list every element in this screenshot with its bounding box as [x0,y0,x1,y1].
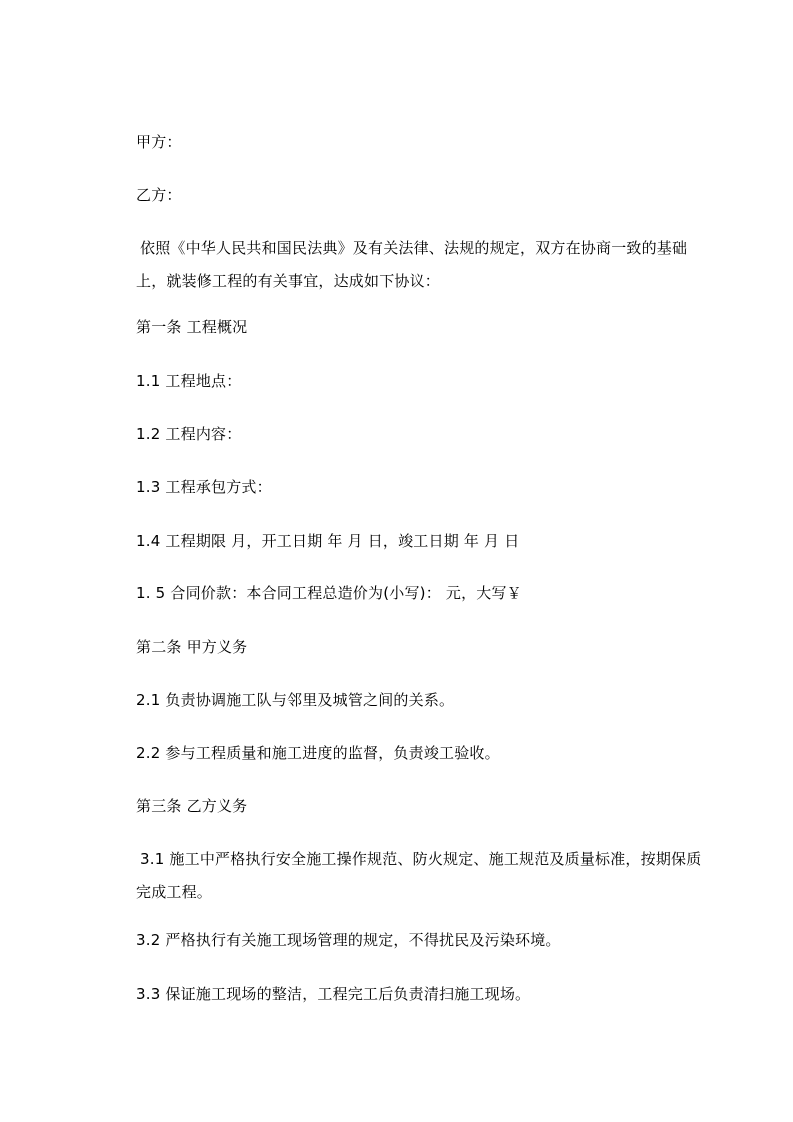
article3-item-1: 3.1 施工中严格执行安全施工操作规范、防火规定、施工规范及质量标准，按期保质完成工程。 [136,850,702,901]
party-a-label: 甲方： [136,133,182,151]
article1-heading: 第一条 工程概况 [136,318,248,336]
intro-paragraph: 依照《中华人民共和国民法典》及有关法律、法规的规定，双方在协商一致的基础上，就装修工程的有关事宜，达成如下协议： [136,239,688,290]
article1-item-3: 1.3 工程承包方式： [136,478,272,496]
article2-item-1: 2.1 负责协调施工队与邻里及城管之间的关系。 [136,691,455,709]
party-b-label: 乙方： [136,186,182,204]
article1-item-5: 1. 5 合同价款：本合同工程总造价为(小写)： 元，大写￥ [136,584,522,602]
article1-item-1: 1.1 工程地点： [136,372,242,390]
article3-item-3: 3.3 保证施工现场的整洁，工程完工后负责清扫施工现场。 [136,985,531,1003]
article3-item-2: 3.2 严格执行有关施工现场管理的规定，不得扰民及污染环境。 [136,931,561,949]
article1-item-2: 1.2 工程内容： [136,425,242,443]
article3-heading: 第三条 乙方义务 [136,797,248,815]
article2-heading: 第二条 甲方义务 [136,638,248,656]
article2-item-2: 2.2 参与工程质量和施工进度的监督，负责竣工验收。 [136,744,500,762]
article1-item-4: 1.4 工程期限 月，开工日期 年 月 日，竣工日期 年 月 日 [136,532,520,550]
